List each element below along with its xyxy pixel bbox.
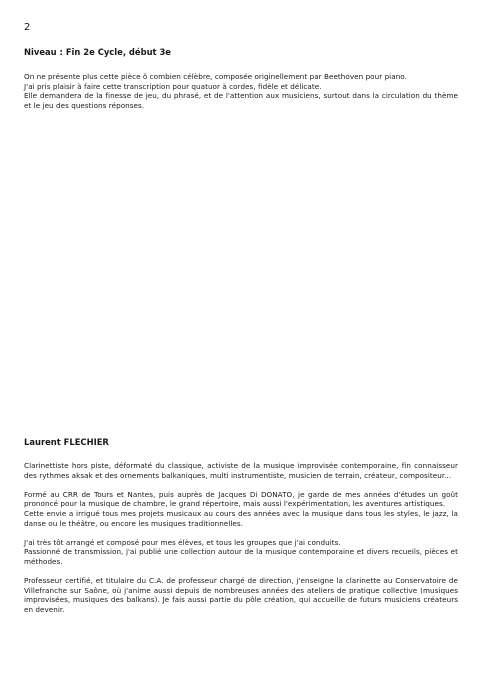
bio-paragraph: Clarinettiste hors piste, déformaté du classique, activiste de la musique improvisée contemporaine, fin connaisseur des rythmes aksak et des ornements balkaniques, multi instrumentiste, musicien de terrain, créateur, compositeur...	[24, 461, 458, 480]
intro-section	[24, 47, 458, 110]
page-number: 2	[24, 22, 31, 33]
biography-section	[24, 437, 458, 624]
bio-paragraph: Cette envie a irrigué tous mes projets musicaux au cours des années avec la musique dans tous les styles, le jazz, la danse ou le théâtre, ou encore les musiques traditionnelles.	[24, 508, 458, 528]
level-heading: Niveau : Fin 2e Cycle, début 3e	[24, 47, 171, 57]
bio-paragraph: Formé au CRR de Tours et Nantes, puis auprès de Jacques Di DONATO, je garde de mes années d'études un goût prononcé pour la musique de chambre, le grand répertoire, mais aussi l'expérimentation, les aventures artistiques.	[24, 489, 458, 509]
author-name: Laurent FLECHIER	[24, 437, 109, 447]
bio-paragraph: Professeur certifié, et titulaire du C.A. de professeur chargé de direction, j'enseigne la clarinette au Conservatoire de Villefranche sur Saône, où j'anime aussi depuis de nombreuses années des ateliers de pratique collective (musiques improvisées, musiques des balkans). Je fais aussi partie du pôle création, qui accueille de futurs musiciens créateurs en devenir.	[24, 576, 458, 614]
bio-paragraph: Passionné de transmission, j'ai publié une collection autour de la musique contemporaine et divers recueils, pièces et méthodes.	[24, 547, 458, 566]
intro-line: Elle demandera de la finesse de jeu, du phrasé, et de l'attention aux musiciens, surtout dans la circulation du thème et le jeu des questions réponses.	[24, 91, 458, 110]
intro-line: J'ai pris plaisir à faire cette transcription pour quatuor à cordes, fidèle et délicate.	[24, 81, 322, 91]
intro-line: On ne présente plus cette pièce ô combien célèbre, composée originellement par Beethoven pour piano.	[24, 72, 407, 81]
bio-paragraph: J'ai très tôt arrangé et composé pour mes élèves, et tous les groupes que j'ai conduits.	[24, 537, 341, 547]
